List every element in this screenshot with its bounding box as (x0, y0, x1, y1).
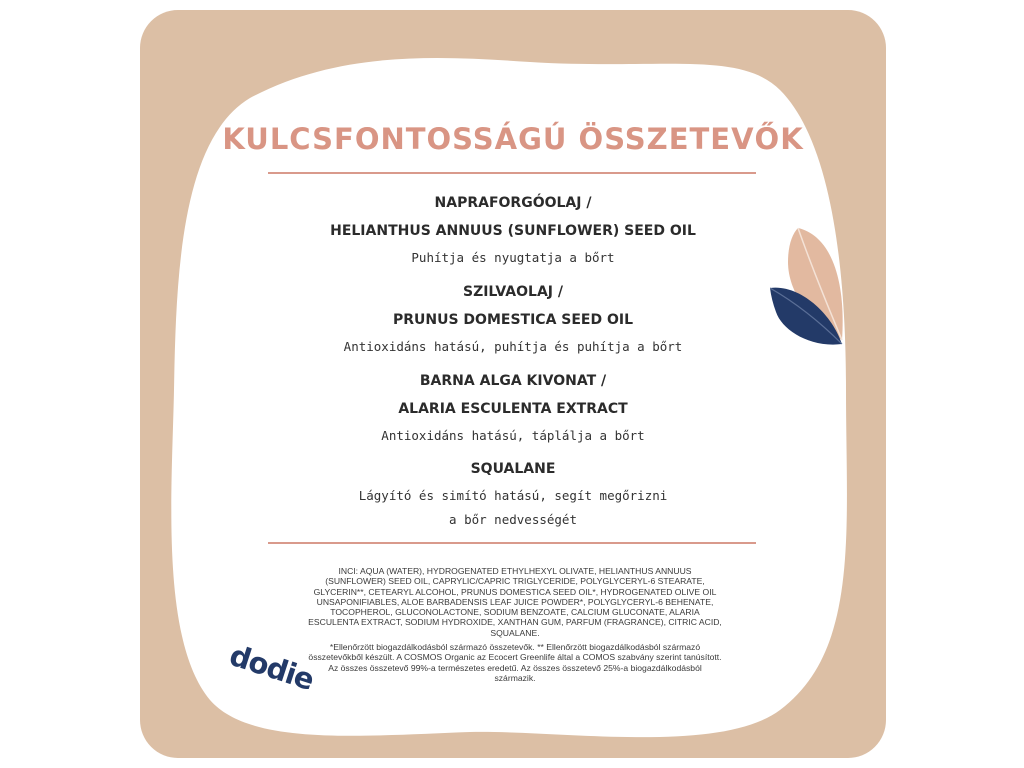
ingredient-1-name-line1: NAPRAFORGÓOLAJ / (434, 195, 592, 211)
ingredient-4-name: SQUALANE (470, 461, 556, 477)
ingredient-1-description: Puhítja és nyugtatja a bőrt (411, 250, 615, 265)
divider-top (268, 172, 756, 174)
ingredient-3-name-line2: ALARIA ESCULENTA EXTRACT (398, 401, 628, 417)
ingredient-3-description: Antioxidáns hatású, táplálja a bőrt (381, 428, 645, 443)
ingredient-1-name-line2: HELIANTHUS ANNUUS (SUNFLOWER) SEED OIL (330, 223, 696, 239)
ingredient-2-description: Antioxidáns hatású, puhítja és puhítja a bőrt (343, 339, 683, 354)
ingredient-4-description-line1: Lágyító és simító hatású, segít megőrizni (358, 488, 668, 503)
page-title: KULCSFONTOSSÁGÚ ÖSSZETEVŐK (222, 122, 804, 156)
ingredient-2-name-line2: PRUNUS DOMESTICA SEED OIL (392, 312, 634, 328)
ingredient-3-name-line1: BARNA ALGA KIVONAT / (419, 373, 607, 389)
inci-list: INCI: AQUA (WATER), HYDROGENATED ETHYLHEXYL OLIVATE, HELIANTHUS ANNUUS (SUNFLOWER) SEED OIL, CAPRYLIC/CAPRIC TRIGLYCERIDE, POLYGLYCERYL-6 STEARATE, GLYCERIN**, CETEARYL ALCOHOL, PRUNUS DOMESTICA SEED OIL*, HYDROGENATED OLIVE OIL UNSAPONIFIABLES, ALOE BARBADENSIS LEAF JUICE POWDER*, POLYGLYCERYL-6 BEHENATE, TOCOPHEROL, GLUCONOLACTONE, SODIUM BENZOATE, CALCIUM GLUCONATE, ALARIA ESCULENTA EXTRACT, SODIUM HYDROXIDE, XANTHAN GUM, PARFUM (FRAGRANCE), CITRIC ACID, SQUALANE. (308, 566, 722, 638)
brand-logo: dodie (225, 638, 318, 697)
leaves-decoration-icon (770, 222, 846, 352)
ingredient-2-name-line1: SZILVAOLAJ / (462, 284, 563, 300)
footnote: *Ellenőrzött biogazdálkodásból származó összetevők. ** Ellenőrzött biogazdálkodásból származó összetevőkből készült. A COSMOS Organic az Ecocert Greenlife által a COMOS szabvány szerint tanúsított. Az összes összetevő 99%-a természetes eredetű. Az összes összetevő 25%-a biogazdálkodásból származik. (308, 642, 722, 683)
ingredient-4-description-line2: a bőr nedvességét (449, 512, 577, 527)
divider-bottom (268, 542, 756, 544)
ingredients-card (140, 10, 886, 758)
